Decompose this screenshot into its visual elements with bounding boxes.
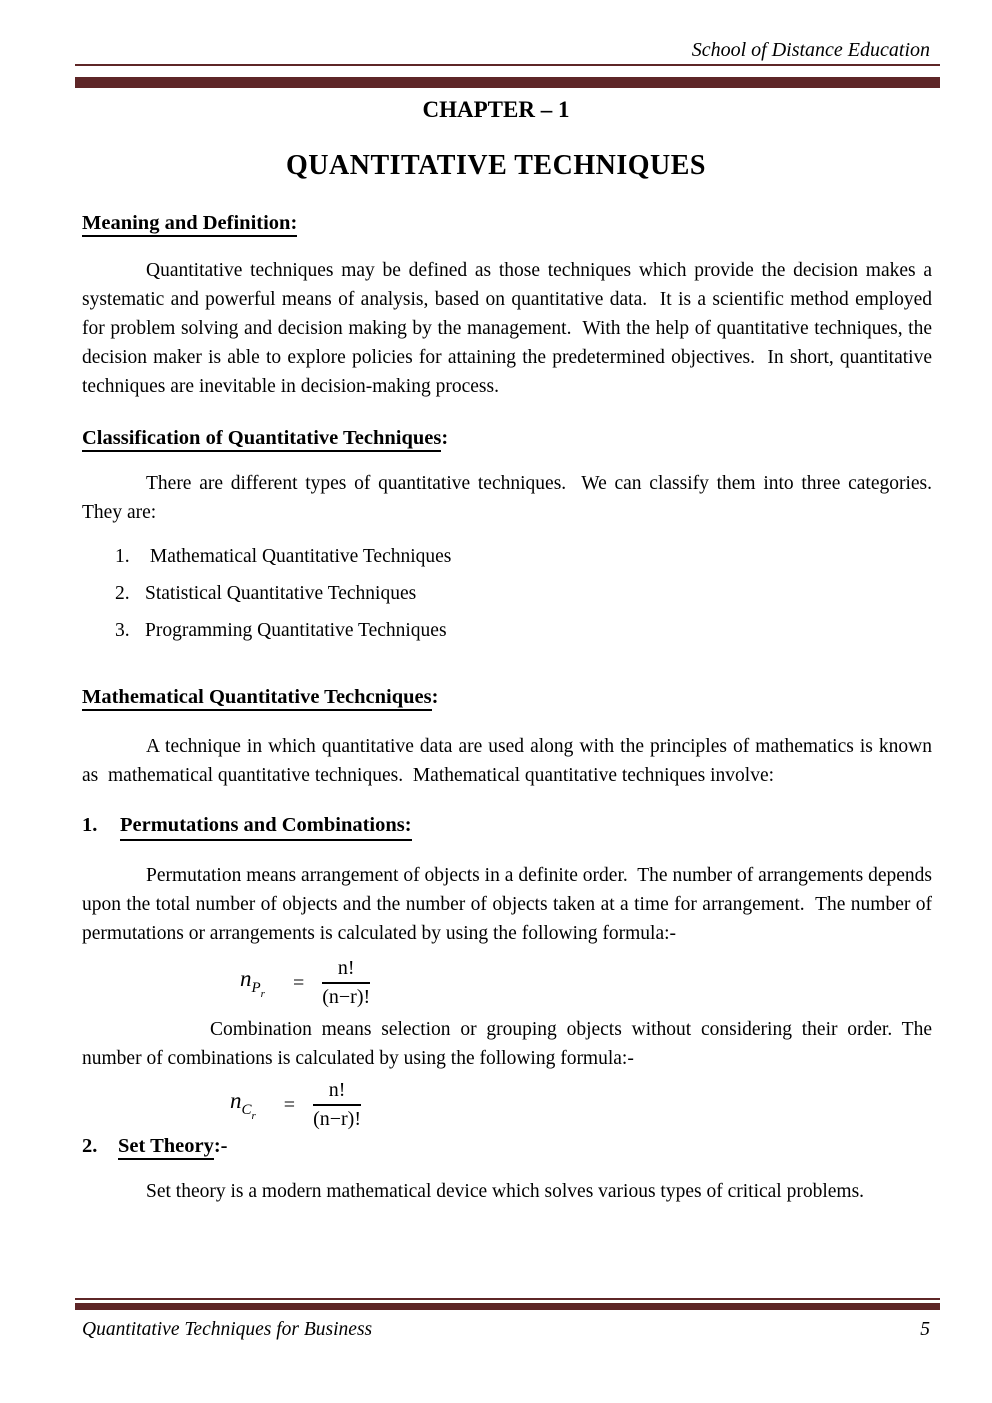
fraction (313, 1079, 361, 1131)
list-item (82, 619, 932, 642)
footer-rule-thick-bar (75, 1303, 940, 1310)
set-theory-paragraph: Set theory is a modern mathematical device which solves various types of critical problems. (146, 1181, 865, 1202)
subsection-number: 2. (82, 1135, 98, 1157)
fraction (322, 957, 370, 1009)
formula-variable: $n_{P_r}$ (240, 965, 265, 1000)
footer-rule (75, 1298, 940, 1310)
combination-paragraph: Combination means selection or grouping objects without considering their order. The number of combinations is calculated by using the following formula:- (82, 1019, 937, 1069)
section-heading-meaning (82, 210, 932, 236)
section-heading-classification-text: Classification of Quantitative Techniques (82, 427, 441, 452)
subsection-heading-permutations (82, 812, 932, 841)
subsection-heading-permutations-text: Permutations and Combinations: (120, 812, 412, 841)
header-rule-thick-bar (75, 77, 940, 88)
permutation-paragraph: Permutation means arrangement of objects in a definite order. The number of arrangements depends upon the total number of objects and the number of objects taken at a time for arrangement. The number of permutations or arrangements is calculated by using the following formula:- (82, 865, 937, 944)
list-item-number: 2. (115, 583, 130, 604)
subsection-heading-set-theory (82, 1133, 932, 1159)
section-heading-meaning-text: Meaning and Definition: (82, 212, 297, 237)
equals-sign: = (283, 1093, 296, 1116)
footer-book-title: Quantitative Techniques for Business (82, 1319, 373, 1340)
fraction-numerator: n! (322, 957, 370, 984)
header-rule (75, 64, 940, 88)
list-item (82, 545, 932, 568)
section-heading-mathematical (82, 684, 932, 710)
page-footer (0, 1296, 992, 1341)
fraction-denominator: (n−r)! (313, 1108, 361, 1130)
mathematical-paragraph: A technique in which quantitative data are used along with the principles of mathematics is known as mathematical quantitative techniques. Mathematical quantitative techniques involve: (82, 736, 937, 786)
fraction-denominator: (n−r)! (322, 986, 371, 1008)
page-title: QUANTITATIVE TECHNIQUES (286, 150, 706, 181)
subsection-heading-set-theory-suffix: :- (213, 1135, 228, 1157)
fraction-numerator: n! (313, 1079, 361, 1106)
header-rule-gap (75, 66, 940, 77)
subsection-number: 1. (82, 814, 98, 836)
section-heading-mathematical-text: Mathematical Quantitative Techcniques (82, 686, 432, 711)
list-item (82, 582, 932, 605)
classification-paragraph: There are different types of quantitative techniques. We can classify them into three categories. They are: (82, 473, 942, 523)
combination-formula (230, 1079, 932, 1131)
header-title: School of Distance Education (691, 39, 930, 61)
permutation-formula (240, 957, 932, 1009)
formula-variable: $n_{C_r}$ (230, 1087, 256, 1122)
footer-row (82, 1319, 930, 1341)
subsection-heading-set-theory-wrap (118, 1133, 228, 1159)
chapter-label: CHAPTER – 1 (422, 97, 570, 122)
meaning-paragraph: Quantitative techniques may be defined as those techniques which provide the decision makes a systematic and powerful means of analysis, based on quantitative data. It is a scientific method employed for problem solving and decision making by the management. With the help of quantitative techniques, the decision maker is able to explore policies for attaining the predetermined objectives. In short, quantitative techniques are inevitable in decision-making process. (82, 260, 937, 397)
page-number: 5 (920, 1319, 930, 1340)
section-heading-classification (82, 425, 932, 451)
equals-sign: = (292, 971, 305, 994)
document-body (0, 210, 992, 1206)
list-item-number: 1. (115, 546, 130, 567)
section-heading-mathematical-colon: : (431, 686, 439, 708)
list-item-number: 3. (115, 620, 130, 641)
list-item-label: Mathematical Quantitative Techniques (145, 546, 452, 567)
subsection-heading-set-theory-text: Set Theory (118, 1135, 214, 1160)
technique-types-list (82, 545, 932, 642)
section-heading-classification-colon: : (441, 427, 449, 449)
list-item-label: Statistical Quantitative Techniques (145, 583, 417, 604)
list-item-label: Programming Quantitative Techniques (145, 620, 447, 641)
